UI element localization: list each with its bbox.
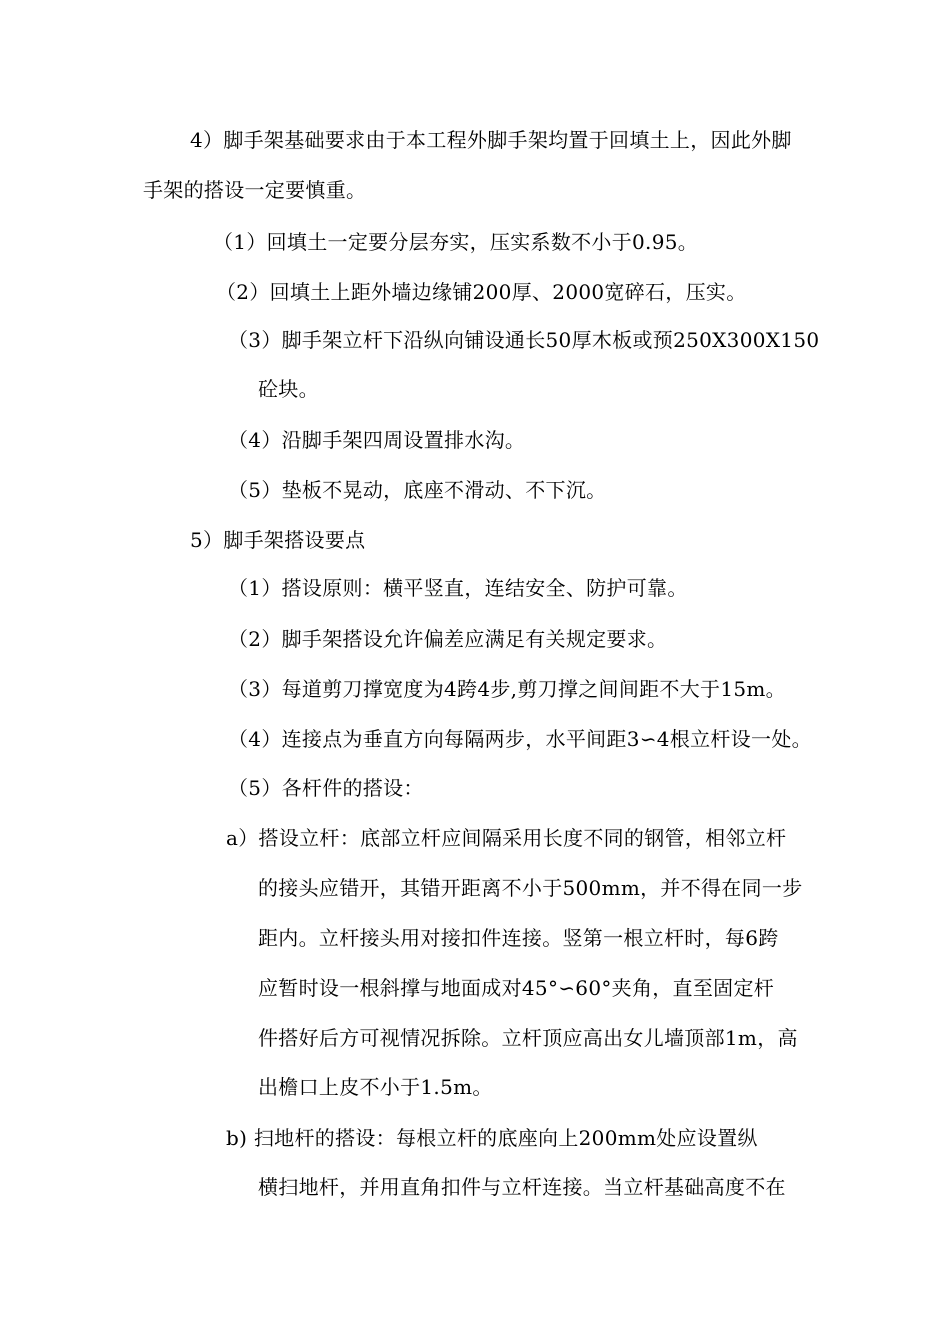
list-item-continuation: 砼块。 bbox=[258, 377, 319, 401]
paragraph-line: 手架的搭设一定要慎重。 bbox=[143, 178, 367, 202]
sub-item-continuation: 横扫地杆，并用直角扣件与立杆连接。当立杆基础高度不在 bbox=[258, 1175, 786, 1199]
list-item: （5）各杆件的搭设： bbox=[228, 776, 424, 800]
sub-item-continuation: 出檐口上皮不小于1.5m。 bbox=[258, 1075, 493, 1099]
sub-item-continuation: 的接头应错开，其错开距离不小于500mm，并不得在同一步 bbox=[258, 876, 803, 900]
list-item: （2）脚手架搭设允许偏差应满足有关规定要求。 bbox=[228, 627, 668, 651]
paragraph-line: 4）脚手架基础要求由于本工程外脚手架均置于回填土上，因此外脚 bbox=[190, 128, 792, 152]
list-item: （4）连接点为垂直方向每隔两步，水平间距3∽4根立杆设一处。 bbox=[228, 727, 812, 751]
section-heading: 5）脚手架搭设要点 bbox=[190, 528, 366, 552]
list-item: （3）脚手架立杆下沿纵向铺设通长50厚木板或预250X300X150 bbox=[228, 328, 820, 352]
list-item: （1）回填土一定要分层夯实，压实系数不小于0.95。 bbox=[213, 230, 699, 254]
list-item: （3）每道剪刀撑宽度为4跨4步,剪刀撑之间间距不大于15m。 bbox=[228, 677, 786, 701]
list-item: （1）搭设原则：横平竖直，连结安全、防护可靠。 bbox=[228, 576, 688, 600]
sub-item-continuation: 距内。立杆接头用对接扣件连接。竖第一根立杆时，每6跨 bbox=[258, 926, 779, 950]
sub-item: a）搭设立杆：底部立杆应间隔采用长度不同的钢管，相邻立杆 bbox=[226, 826, 787, 850]
sub-item-continuation: 件搭好后方可视情况拆除。立杆顶应高出女儿墙顶部1m，高 bbox=[258, 1026, 798, 1050]
sub-item: b) 扫地杆的搭设：每根立杆的底座向上200mm处应设置纵 bbox=[226, 1126, 758, 1150]
sub-item-continuation: 应暂时设一根斜撑与地面成对45°∽60°夹角，直至固定杆 bbox=[258, 976, 775, 1000]
list-item: （2）回填土上距外墙边缘铺200厚、2000宽碎石，压实。 bbox=[216, 280, 747, 304]
list-item: （4）沿脚手架四周设置排水沟。 bbox=[228, 428, 526, 452]
list-item: （5）垫板不晃动，底座不滑动、不下沉。 bbox=[228, 478, 607, 502]
